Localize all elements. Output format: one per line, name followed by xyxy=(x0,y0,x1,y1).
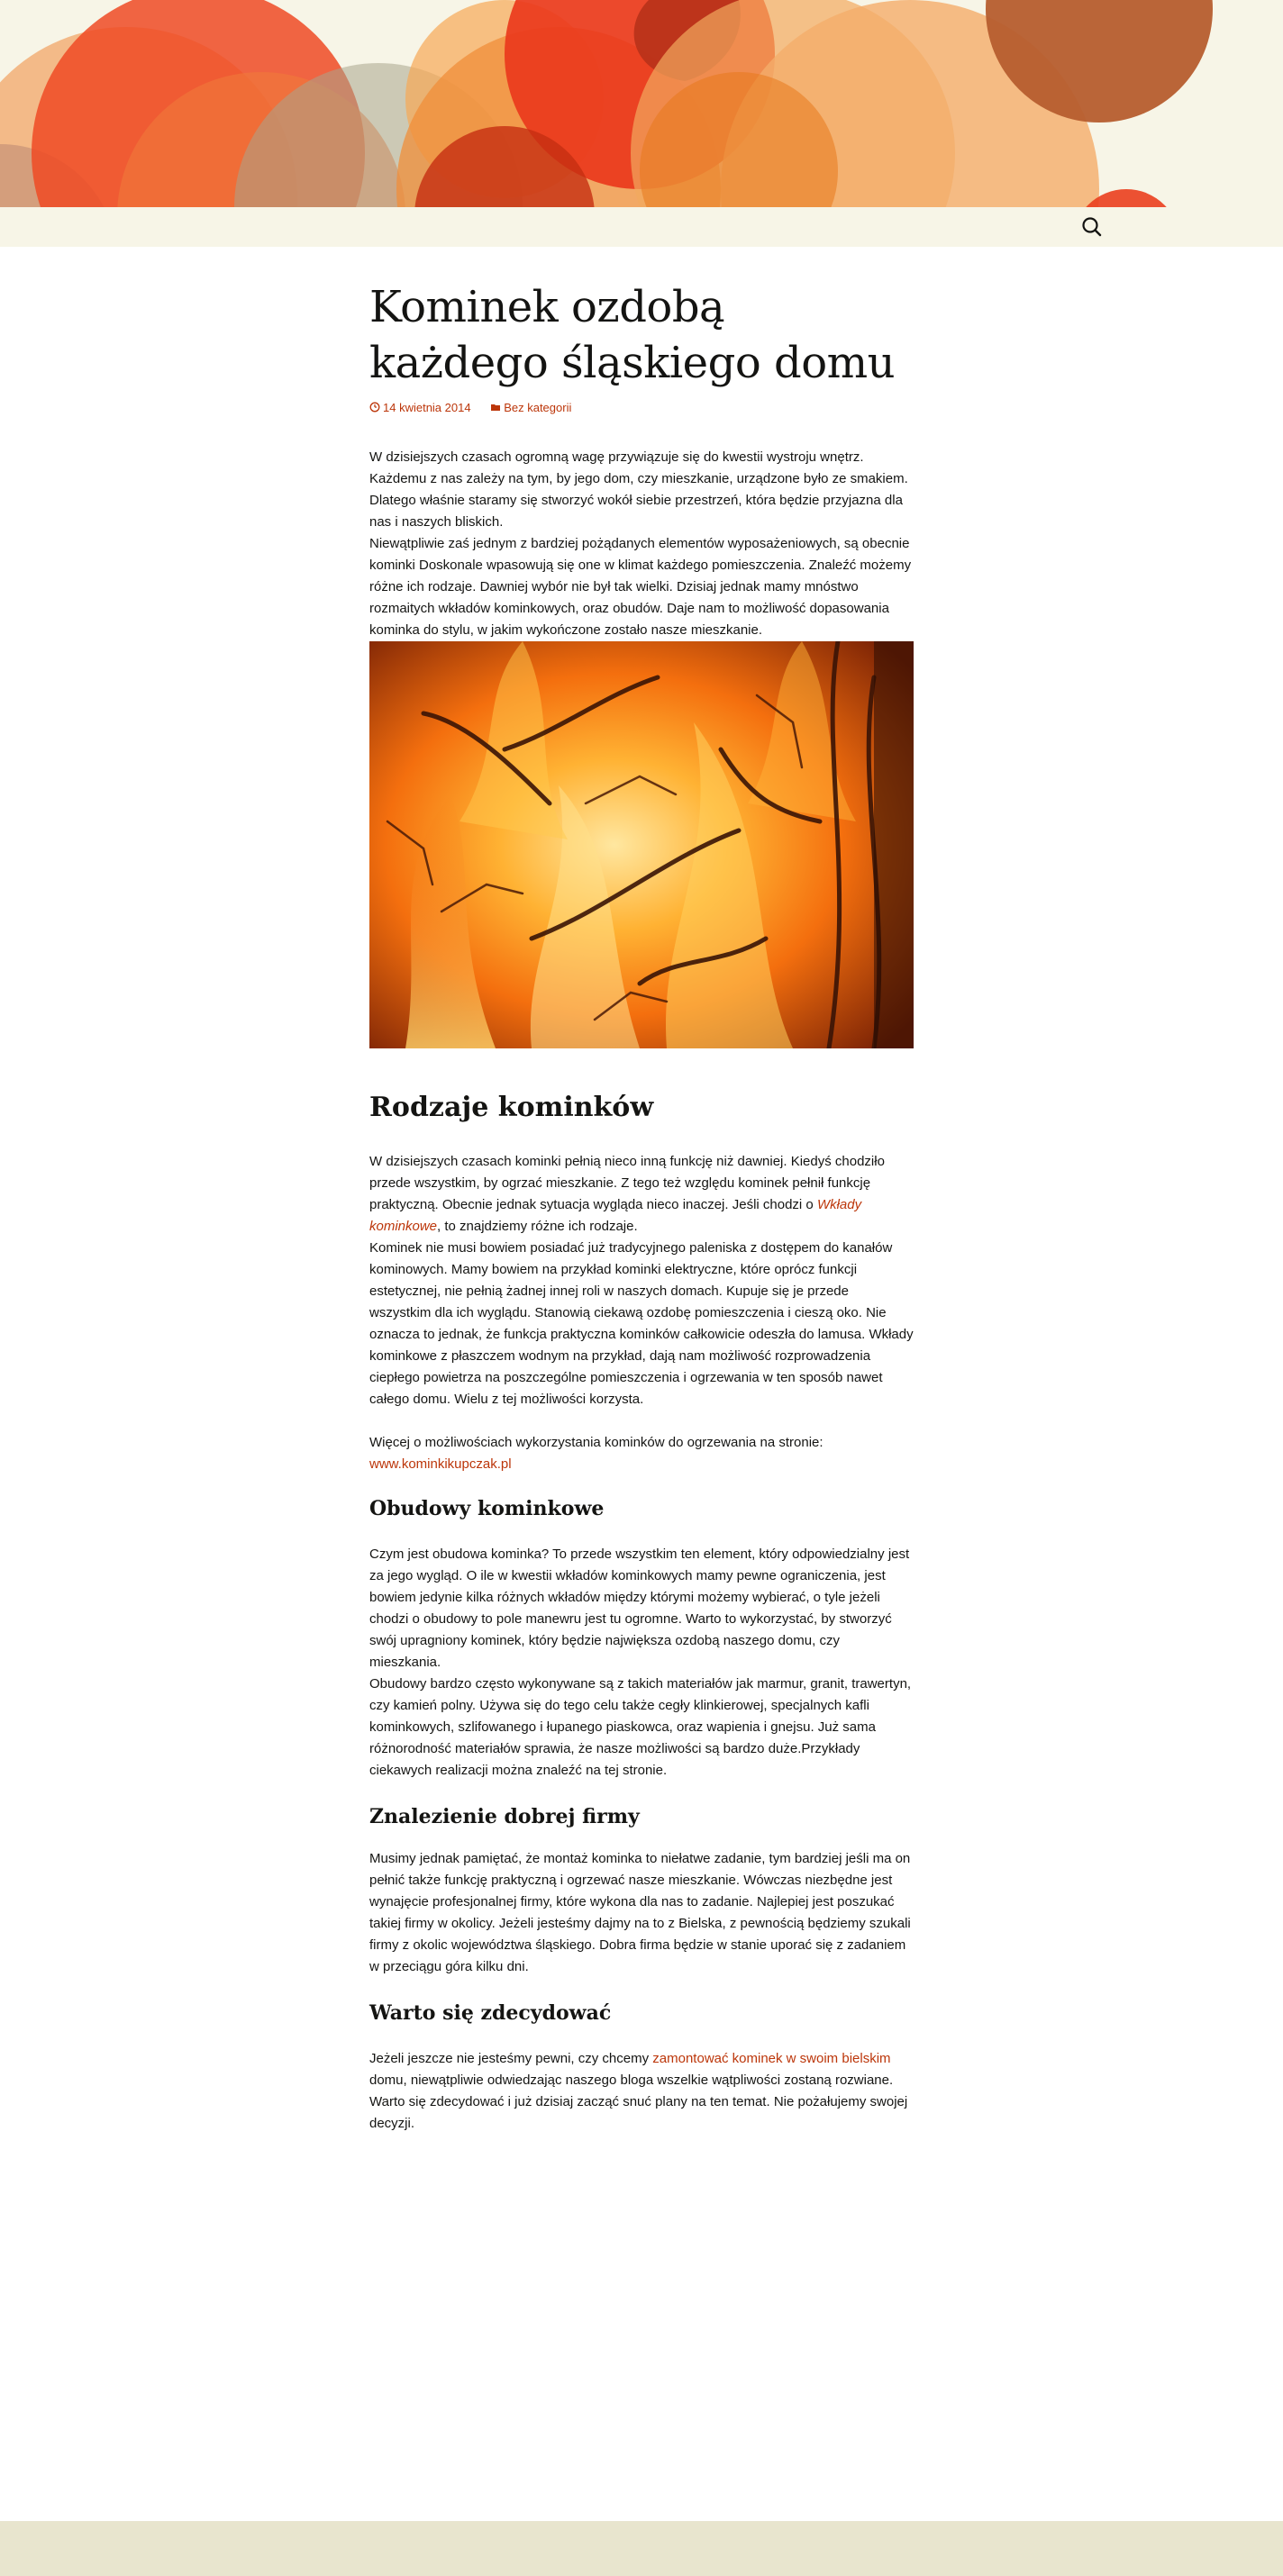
search-button[interactable] xyxy=(1080,215,1104,239)
zamontowac-kominek-link[interactable]: zamontować kominek w swoim bielskim xyxy=(652,2051,891,2066)
post-category-link[interactable] xyxy=(490,401,571,414)
section1-paragraph-1-text-b: , to znajdziemy różne ich rodzaje. xyxy=(437,1219,638,1234)
site-footer xyxy=(0,2521,1283,2576)
section-heading-firma: Znalezienie dobrej firmy xyxy=(369,1805,640,1828)
section4-paragraph-1-text-b: domu, niewątpliwie odwiedzając naszego bloga wszelkie wątpliwości zostaną rozwiane. Warto się zdecydować i już dzisiaj zacząć snuć plany na ten temat. Nie pożałujemy swojej decyzji. xyxy=(369,2073,908,2131)
section-heading-obudowy: Obudowy kominkowe xyxy=(369,1497,605,1520)
section1-paragraph-3 xyxy=(369,1432,914,1475)
post-category: Bez kategorii xyxy=(504,401,572,414)
section-heading-rodzaje: Rodzaje kominków xyxy=(369,1092,654,1123)
post-date: 14 kwietnia 2014 xyxy=(383,401,471,414)
search-icon xyxy=(1080,215,1104,239)
clock-icon xyxy=(369,402,380,413)
header-banner[interactable] xyxy=(0,0,1283,207)
section1-paragraph-1-text-a: W dzisiejszych czasach kominki pełnią nieco inną funkcję niż dawniej. Kiedyś chodziło przede wszystkim, by ogrzać mieszkanie. Z tego też względu kominek pełnił funkcję praktyczną. Obecnie jednak sytuacja wygląda nieco inaczej. Jeśli chodzi o xyxy=(369,1154,885,1212)
post-date-link[interactable] xyxy=(369,401,474,414)
folder-icon xyxy=(490,402,501,413)
fire-image xyxy=(369,641,914,1048)
section1-paragraph-3-text: Więcej o możliwościach wykorzystania kominków do ogrzewania na stronie: xyxy=(369,1435,823,1450)
navigation-bar xyxy=(0,207,1283,247)
section-heading-zdecydowac: Warto się zdecydować xyxy=(369,2001,612,2025)
section1-paragraph-2: Kominek nie musi bowiem posiadać już tradycyjnego paleniska z dostępem do kanałów kominowych. Mamy bowiem na przykład kominki elektryczne, które oprócz funkcji estetycznej, nie pełnią żadnej innej roli w naszych domach. Kupuje się je przede wszystkim dla ich wyglądu. Stanowią ciekawą ozdobę pomieszczenia i cieszą oko. Nie oznacza to jednak, że funkcja praktyczna kominków całkowicie odeszła do lamusa. Wkłady kominkowe z płaszczem wodnym na przykład, dają nam możliwość rozprowadzenia ciepłego powietrza na poszczególne pomieszczenia i ogrzewania w ten sposób nawet całego domu. Wielu z tej możliwości korzysta. xyxy=(369,1240,914,1407)
wklady-kominkowe-link[interactable]: Wkłady kominkowe xyxy=(369,1197,862,1234)
intro-paragraph-1: W dzisiejszych czasach ogromną wagę przywiązuje się do kwestii wystroju wnętrz. Każdemu z nas zależy na tym, by jego dom, czy mieszkanie, urządzone było ze smakiem. Dlatego właśnie staramy się stworzyć wokół siebie przestrzeń, która będzie przyjazna dla nas i naszych bliskich. xyxy=(369,449,908,530)
fire-image-graphic xyxy=(369,641,914,1048)
section4-paragraph-1-text-a: Jeżeli jeszcze nie jesteśmy pewni, czy chcemy xyxy=(369,2051,653,2066)
post-meta xyxy=(369,401,571,414)
header-circles-graphic xyxy=(0,0,1283,207)
section4-paragraph-1 xyxy=(369,2048,914,2135)
section2-paragraph-1: Czym jest obudowa kominka? To przede wszystkim ten element, który odpowiedzialny jest za jego wygląd. O ile w kwestii wkładów kominkowych mamy pewne ograniczenia, jest bowiem jedynie kilka różnych wkładów między którymi możemy wybierać, o tyle jeżeli chodzi o obudowy to pole manewru jest tu ogromne. Warto to wykorzystać, by stworzyć swój upragniony kominek, który będzie największa ozdobą naszego domu, czy mieszkania. xyxy=(369,1547,910,1670)
post-title: Kominek ozdobą każdego śląskiego domu xyxy=(369,282,896,388)
section2-paragraph-2: Obudowy bardzo często wykonywane są z takich materiałów jak marmur, granit, trawertyn, czy kamień polny. Używa się do tego celu także cegły klinkierowej, specjalnych kafli kominkowych, szlifowanego i łupanego piaskowca, oraz wapienia i gnejsu. Już sama różnorodność materiałów sprawia, że nasze możliwości są bardzo duże.Przykłady ciekawych realizacji można znaleźć na tej stronie. xyxy=(369,1676,912,1778)
section1-paragraph-1 xyxy=(369,1151,914,1238)
kominkikupczak-link[interactable]: www.kominkikupczak.pl xyxy=(369,1456,512,1472)
section3-paragraph-1: Musimy jednak pamiętać, że montaż kominka to niełatwe zadanie, tym bardziej jeśli ma on pełnić także funkcję praktyczną i ogrzewać nasze mieszkanie. Wówczas niezbędne jest wynajęcie profesjonalnej firmy, które wykona dla nas to zadanie. Najlepiej jest poszukać takiej firmy w okolicy. Jeżeli jesteśmy dajmy na to z Bielska, z pewnością będziemy szukali firmy z okolic województwa śląskiego. Dobra firma będzie w stanie uporać się z zadaniem w przeciągu góra kilku dni. xyxy=(369,1851,911,1974)
intro-paragraph-2: Niewątpliwie zaś jednym z bardziej pożądanych elementów wyposażeniowych, są obecnie kominki Doskonale wpasowują się one w klimat każdego pomieszczenia. Znaleźć możemy różne ich rodzaje. Dawniej wybór nie był tak wielki. Dzisiaj jednak mamy mnóstwo rozmaitych wkładów kominkowych, oraz obudów. Daje nam to możliwość dopasowania kominka do stylu, w jakim wykończone zostało nasze mieszkanie. xyxy=(369,536,912,638)
